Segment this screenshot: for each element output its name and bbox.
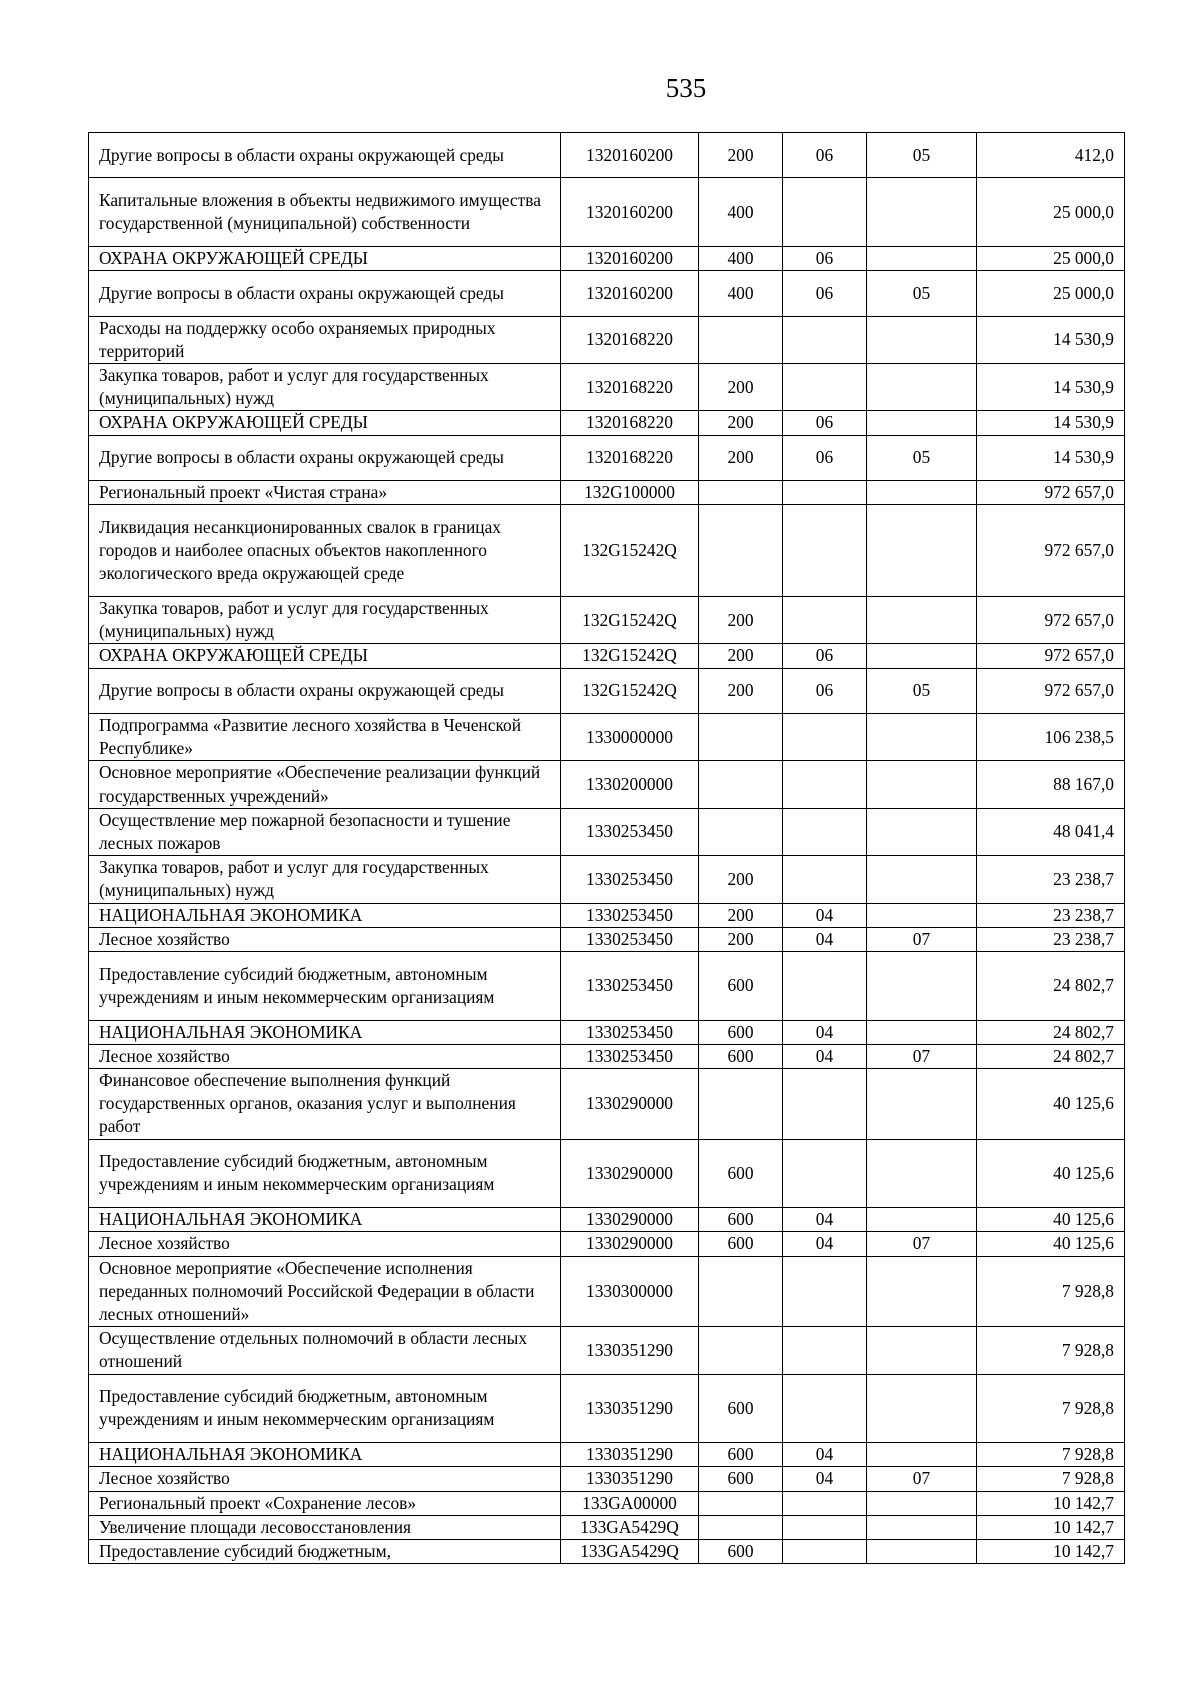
expense-type-cell: 400 [699, 178, 783, 247]
target-code-cell: 1320168220 [561, 411, 699, 435]
expense-type-cell [699, 808, 783, 855]
amount-cell: 106 238,5 [977, 713, 1125, 760]
row-name-cell: Осуществление отдельных полномочий в области лесных отношений [89, 1327, 561, 1374]
target-code-cell: 1320160200 [561, 271, 699, 316]
amount-cell: 7 928,8 [977, 1256, 1125, 1327]
target-code-cell: 1330300000 [561, 1256, 699, 1327]
target-code-cell: 1330200000 [561, 761, 699, 808]
amount-cell: 23 238,7 [977, 903, 1125, 927]
target-code-cell: 1330351290 [561, 1467, 699, 1491]
row-name-cell: Капитальные вложения в объекты недвижимого имущества государственной (муниципальной) собственности [89, 178, 561, 247]
row-name-cell: НАЦИОНАЛЬНАЯ ЭКОНОМИКА [89, 1208, 561, 1232]
subsection-cell [867, 713, 977, 760]
section-cell: 06 [783, 133, 867, 178]
target-code-cell: 1330290000 [561, 1208, 699, 1232]
section-cell [783, 761, 867, 808]
table-row [89, 808, 1125, 855]
table-row [89, 271, 1125, 316]
amount-cell: 10 142,7 [977, 1515, 1125, 1539]
subsection-cell [867, 903, 977, 927]
section-cell [783, 316, 867, 363]
expense-type-cell: 600 [699, 1208, 783, 1232]
expense-type-cell: 600 [699, 1044, 783, 1068]
row-name-cell: Закупка товаров, работ и услуг для государственных (муниципальных) нужд [89, 363, 561, 410]
row-name-cell: НАЦИОНАЛЬНАЯ ЭКОНОМИКА [89, 1443, 561, 1467]
table-row [89, 1540, 1125, 1564]
table-row [89, 480, 1125, 504]
row-name-cell: Предоставление субсидий бюджетным, [89, 1540, 561, 1564]
amount-cell: 23 238,7 [977, 856, 1125, 903]
row-name-cell: ОХРАНА ОКРУЖАЮЩЕЙ СРЕДЫ [89, 644, 561, 668]
section-cell [783, 1515, 867, 1539]
section-cell: 04 [783, 1044, 867, 1068]
amount-cell: 10 142,7 [977, 1491, 1125, 1515]
target-code-cell: 133GA5429Q [561, 1515, 699, 1539]
section-cell: 06 [783, 435, 867, 480]
amount-cell: 7 928,8 [977, 1467, 1125, 1491]
table-row [89, 668, 1125, 713]
subsection-cell [867, 1491, 977, 1515]
budget-table [88, 132, 1125, 1564]
expense-type-cell: 600 [699, 1139, 783, 1208]
expense-type-cell: 600 [699, 1232, 783, 1256]
row-name-cell: ОХРАНА ОКРУЖАЮЩЕЙ СРЕДЫ [89, 411, 561, 435]
amount-cell: 25 000,0 [977, 271, 1125, 316]
section-cell: 04 [783, 1020, 867, 1044]
amount-cell: 40 125,6 [977, 1232, 1125, 1256]
row-name-cell: Региональный проект «Чистая страна» [89, 480, 561, 504]
table-row [89, 927, 1125, 951]
target-code-cell: 1330253450 [561, 856, 699, 903]
target-code-cell: 1330000000 [561, 713, 699, 760]
row-name-cell: Лесное хозяйство [89, 1467, 561, 1491]
table-row [89, 761, 1125, 808]
subsection-cell [867, 1443, 977, 1467]
expense-type-cell [699, 480, 783, 504]
subsection-cell [867, 480, 977, 504]
subsection-cell [867, 596, 977, 643]
expense-type-cell [699, 761, 783, 808]
subsection-cell [867, 1256, 977, 1327]
expense-type-cell: 200 [699, 596, 783, 643]
subsection-cell [867, 1208, 977, 1232]
target-code-cell: 1330253450 [561, 1020, 699, 1044]
amount-cell: 7 928,8 [977, 1374, 1125, 1443]
subsection-cell: 07 [867, 1232, 977, 1256]
target-code-cell: 1330253450 [561, 808, 699, 855]
budget-table-body [89, 133, 1125, 1564]
amount-cell: 7 928,8 [977, 1443, 1125, 1467]
expense-type-cell: 600 [699, 1443, 783, 1467]
section-cell [783, 1139, 867, 1208]
table-row [89, 133, 1125, 178]
expense-type-cell: 200 [699, 435, 783, 480]
target-code-cell: 1330290000 [561, 1069, 699, 1140]
subsection-cell [867, 505, 977, 597]
amount-cell: 40 125,6 [977, 1139, 1125, 1208]
subsection-cell [867, 856, 977, 903]
section-cell: 04 [783, 1208, 867, 1232]
expense-type-cell [699, 316, 783, 363]
expense-type-cell [699, 1491, 783, 1515]
subsection-cell [867, 411, 977, 435]
section-cell: 04 [783, 927, 867, 951]
target-code-cell: 132G15242Q [561, 505, 699, 597]
table-row [89, 1467, 1125, 1491]
table-row [89, 1491, 1125, 1515]
subsection-cell [867, 178, 977, 247]
table-row [89, 1139, 1125, 1208]
row-name-cell: Другие вопросы в области охраны окружающей среды [89, 133, 561, 178]
amount-cell: 24 802,7 [977, 952, 1125, 1021]
target-code-cell: 132G15242Q [561, 644, 699, 668]
amount-cell: 972 657,0 [977, 596, 1125, 643]
target-code-cell: 132G15242Q [561, 668, 699, 713]
target-code-cell: 1330253450 [561, 903, 699, 927]
amount-cell: 25 000,0 [977, 246, 1125, 270]
table-row [89, 246, 1125, 270]
expense-type-cell: 600 [699, 1540, 783, 1564]
subsection-cell [867, 644, 977, 668]
target-code-cell: 1330351290 [561, 1327, 699, 1374]
subsection-cell: 07 [867, 927, 977, 951]
subsection-cell [867, 246, 977, 270]
section-cell: 06 [783, 411, 867, 435]
subsection-cell [867, 1540, 977, 1564]
subsection-cell [867, 1374, 977, 1443]
table-row [89, 1443, 1125, 1467]
section-cell [783, 505, 867, 597]
expense-type-cell [699, 713, 783, 760]
subsection-cell [867, 1020, 977, 1044]
table-row [89, 1515, 1125, 1539]
table-row [89, 596, 1125, 643]
row-name-cell: Предоставление субсидий бюджетным, автономным учреждениям и иным некоммерческим организациям [89, 1139, 561, 1208]
amount-cell: 24 802,7 [977, 1044, 1125, 1068]
amount-cell: 40 125,6 [977, 1208, 1125, 1232]
amount-cell: 972 657,0 [977, 644, 1125, 668]
section-cell [783, 596, 867, 643]
subsection-cell [867, 1515, 977, 1539]
target-code-cell: 1320168220 [561, 316, 699, 363]
section-cell: 04 [783, 1443, 867, 1467]
expense-type-cell: 200 [699, 856, 783, 903]
table-row [89, 952, 1125, 1021]
row-name-cell: Другие вопросы в области охраны окружающей среды [89, 668, 561, 713]
amount-cell: 24 802,7 [977, 1020, 1125, 1044]
row-name-cell: Основное мероприятие «Обеспечение исполнения переданных полномочий Российской Федерации в области лесных отношений» [89, 1256, 561, 1327]
target-code-cell: 133GA00000 [561, 1491, 699, 1515]
expense-type-cell: 600 [699, 952, 783, 1021]
row-name-cell: Основное мероприятие «Обеспечение реализации функций государственных учреждений» [89, 761, 561, 808]
expense-type-cell [699, 1327, 783, 1374]
expense-type-cell: 200 [699, 644, 783, 668]
expense-type-cell [699, 505, 783, 597]
target-code-cell: 1330290000 [561, 1232, 699, 1256]
target-code-cell: 1330351290 [561, 1443, 699, 1467]
table-row [89, 1232, 1125, 1256]
table-row [89, 363, 1125, 410]
expense-type-cell: 200 [699, 411, 783, 435]
section-cell: 04 [783, 903, 867, 927]
row-name-cell: Региональный проект «Сохранение лесов» [89, 1491, 561, 1515]
target-code-cell: 132G15242Q [561, 596, 699, 643]
section-cell [783, 952, 867, 1021]
subsection-cell: 05 [867, 668, 977, 713]
table-row [89, 644, 1125, 668]
section-cell [783, 1327, 867, 1374]
target-code-cell: 1320160200 [561, 178, 699, 247]
amount-cell: 412,0 [977, 133, 1125, 178]
section-cell [783, 363, 867, 410]
table-row [89, 435, 1125, 480]
row-name-cell: Закупка товаров, работ и услуг для государственных (муниципальных) нужд [89, 856, 561, 903]
section-cell: 04 [783, 1467, 867, 1491]
amount-cell: 23 238,7 [977, 927, 1125, 951]
amount-cell: 14 530,9 [977, 411, 1125, 435]
expense-type-cell [699, 1069, 783, 1140]
target-code-cell: 1330253450 [561, 1044, 699, 1068]
row-name-cell: Другие вопросы в области охраны окружающей среды [89, 435, 561, 480]
section-cell: 06 [783, 644, 867, 668]
expense-type-cell [699, 1256, 783, 1327]
amount-cell: 972 657,0 [977, 480, 1125, 504]
amount-cell: 14 530,9 [977, 363, 1125, 410]
target-code-cell: 1320160200 [561, 133, 699, 178]
row-name-cell: Предоставление субсидий бюджетным, автономным учреждениям и иным некоммерческим организациям [89, 1374, 561, 1443]
table-row [89, 411, 1125, 435]
amount-cell: 25 000,0 [977, 178, 1125, 247]
table-row [89, 1020, 1125, 1044]
row-name-cell: НАЦИОНАЛЬНАЯ ЭКОНОМИКА [89, 903, 561, 927]
row-name-cell: Расходы на поддержку особо охраняемых природных территорий [89, 316, 561, 363]
row-name-cell: Лесное хозяйство [89, 927, 561, 951]
expense-type-cell: 200 [699, 903, 783, 927]
expense-type-cell [699, 1515, 783, 1539]
expense-type-cell: 400 [699, 246, 783, 270]
target-code-cell: 1320168220 [561, 363, 699, 410]
amount-cell: 40 125,6 [977, 1069, 1125, 1140]
section-cell [783, 808, 867, 855]
table-row [89, 1327, 1125, 1374]
table-row [89, 713, 1125, 760]
table-row [89, 1256, 1125, 1327]
table-row [89, 903, 1125, 927]
table-row [89, 505, 1125, 597]
subsection-cell: 05 [867, 435, 977, 480]
target-code-cell: 1320168220 [561, 435, 699, 480]
target-code-cell: 1330290000 [561, 1139, 699, 1208]
section-cell: 04 [783, 1232, 867, 1256]
section-cell: 06 [783, 271, 867, 316]
expense-type-cell: 200 [699, 927, 783, 951]
amount-cell: 972 657,0 [977, 505, 1125, 597]
target-code-cell: 1330253450 [561, 927, 699, 951]
row-name-cell: Увеличение площади лесовосстановления [89, 1515, 561, 1539]
expense-type-cell: 600 [699, 1467, 783, 1491]
row-name-cell: Финансовое обеспечение выполнения функций государственных органов, оказания услуг и выполнения работ [89, 1069, 561, 1140]
subsection-cell [867, 808, 977, 855]
amount-cell: 48 041,4 [977, 808, 1125, 855]
row-name-cell: Лесное хозяйство [89, 1044, 561, 1068]
subsection-cell [867, 952, 977, 1021]
amount-cell: 7 928,8 [977, 1327, 1125, 1374]
row-name-cell: НАЦИОНАЛЬНАЯ ЭКОНОМИКА [89, 1020, 561, 1044]
row-name-cell: Лесное хозяйство [89, 1232, 561, 1256]
target-code-cell: 1330253450 [561, 952, 699, 1021]
section-cell: 06 [783, 668, 867, 713]
subsection-cell [867, 316, 977, 363]
expense-type-cell: 400 [699, 271, 783, 316]
row-name-cell: Закупка товаров, работ и услуг для государственных (муниципальных) нужд [89, 596, 561, 643]
subsection-cell [867, 1327, 977, 1374]
section-cell [783, 178, 867, 247]
row-name-cell: Другие вопросы в области охраны окружающей среды [89, 271, 561, 316]
table-row [89, 178, 1125, 247]
expense-type-cell: 200 [699, 363, 783, 410]
expense-type-cell: 600 [699, 1374, 783, 1443]
target-code-cell: 1330351290 [561, 1374, 699, 1443]
table-row [89, 1208, 1125, 1232]
section-cell: 06 [783, 246, 867, 270]
target-code-cell: 132G100000 [561, 480, 699, 504]
row-name-cell: ОХРАНА ОКРУЖАЮЩЕЙ СРЕДЫ [89, 246, 561, 270]
subsection-cell [867, 761, 977, 808]
row-name-cell: Ликвидация несанкционированных свалок в границах городов и наиболее опасных объектов накопленного экологического вреда окружающей среде [89, 505, 561, 597]
section-cell [783, 1256, 867, 1327]
table-row [89, 316, 1125, 363]
amount-cell: 972 657,0 [977, 668, 1125, 713]
subsection-cell [867, 363, 977, 410]
section-cell [783, 1540, 867, 1564]
table-row [89, 1069, 1125, 1140]
amount-cell: 88 167,0 [977, 761, 1125, 808]
expense-type-cell: 200 [699, 668, 783, 713]
subsection-cell: 05 [867, 271, 977, 316]
row-name-cell: Подпрограмма «Развитие лесного хозяйства в Чеченской Республике» [89, 713, 561, 760]
subsection-cell: 05 [867, 133, 977, 178]
table-row [89, 1044, 1125, 1068]
amount-cell: 14 530,9 [977, 435, 1125, 480]
table-row [89, 1374, 1125, 1443]
subsection-cell [867, 1069, 977, 1140]
section-cell [783, 856, 867, 903]
amount-cell: 14 530,9 [977, 316, 1125, 363]
target-code-cell: 133GA5429Q [561, 1540, 699, 1564]
subsection-cell: 07 [867, 1044, 977, 1068]
page-number: 535 [665, 73, 707, 103]
subsection-cell [867, 1139, 977, 1208]
target-code-cell: 1320160200 [561, 246, 699, 270]
amount-cell: 10 142,7 [977, 1540, 1125, 1564]
row-name-cell: Осуществление мер пожарной безопасности и тушение лесных пожаров [89, 808, 561, 855]
section-cell [783, 480, 867, 504]
section-cell [783, 1069, 867, 1140]
section-cell [783, 713, 867, 760]
subsection-cell: 07 [867, 1467, 977, 1491]
expense-type-cell: 200 [699, 133, 783, 178]
section-cell [783, 1491, 867, 1515]
row-name-cell: Предоставление субсидий бюджетным, автономным учреждениям и иным некоммерческим организациям [89, 952, 561, 1021]
section-cell [783, 1374, 867, 1443]
expense-type-cell: 600 [699, 1020, 783, 1044]
table-row [89, 856, 1125, 903]
